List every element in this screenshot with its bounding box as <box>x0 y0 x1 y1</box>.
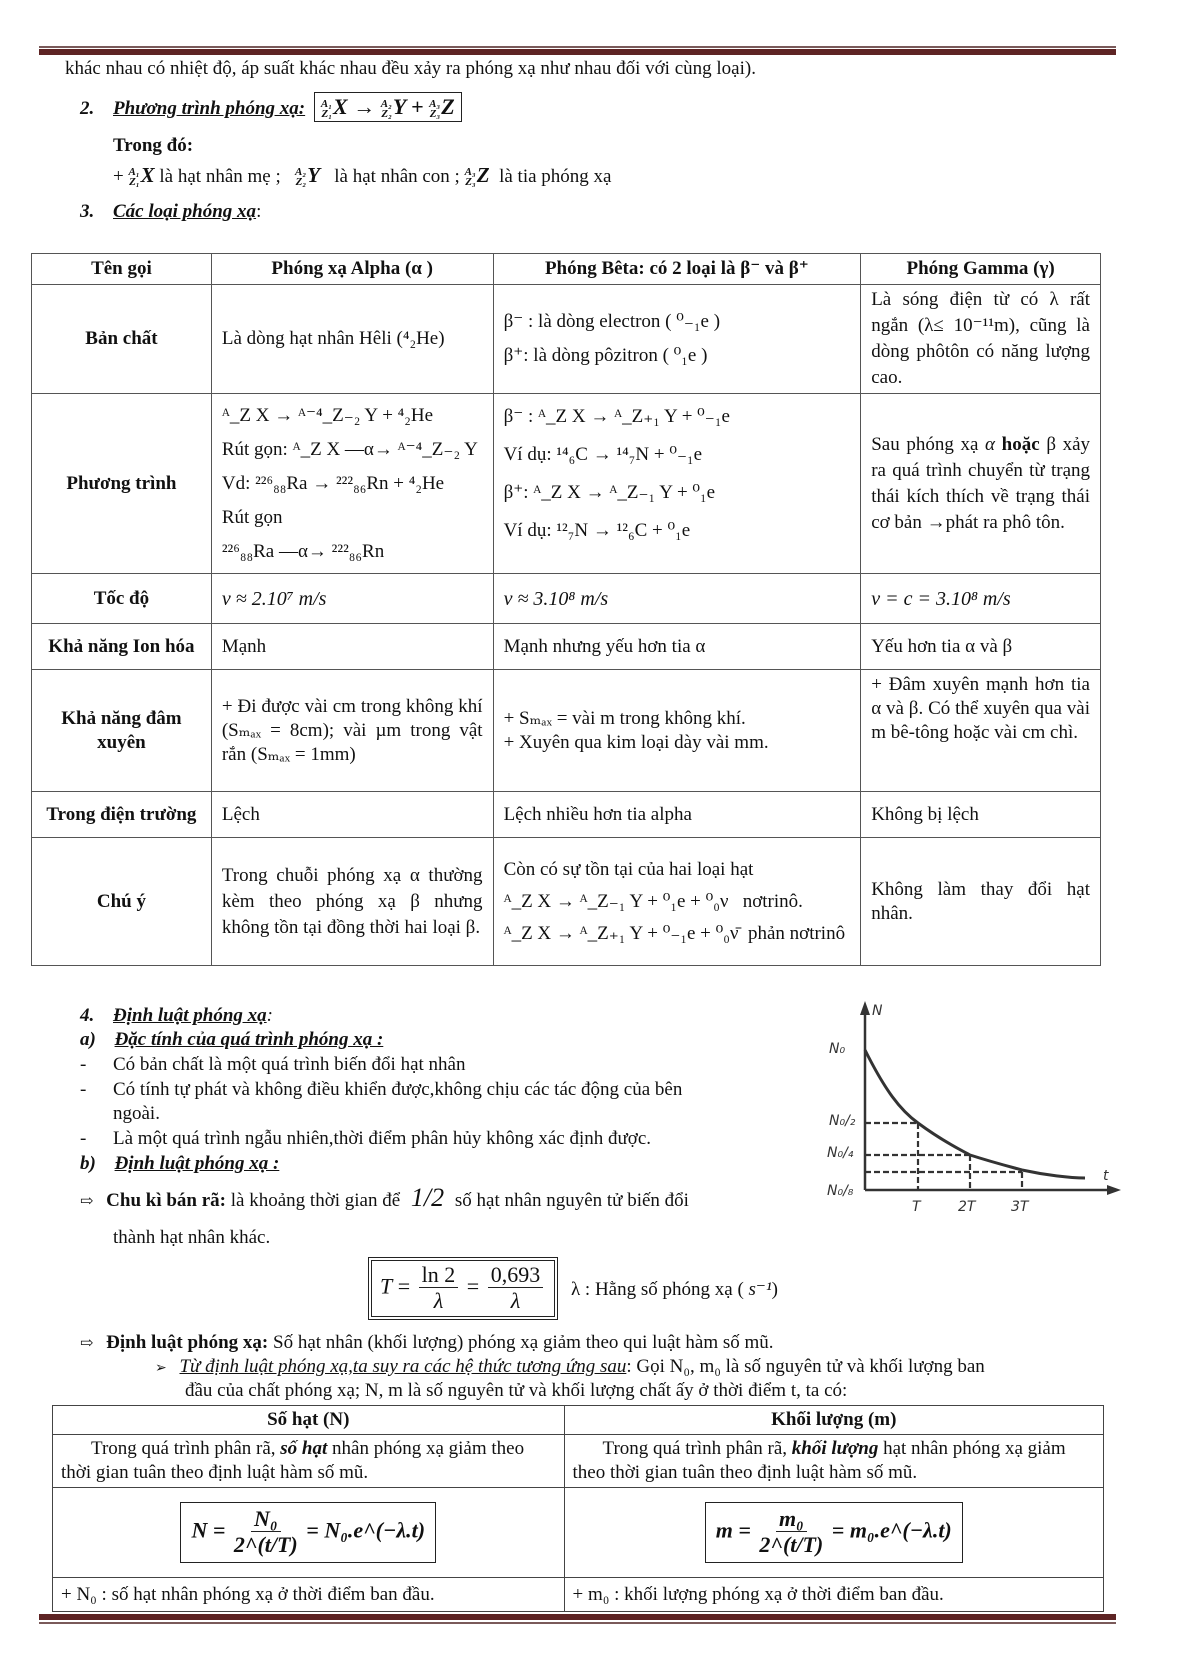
cell-beta: Lệch nhiều hơn tia alpha <box>493 792 861 838</box>
row-label: Chú ý <box>32 838 212 966</box>
plus-sign: + <box>113 166 124 187</box>
list-item <box>80 1053 466 1077</box>
row-label: Phương trình <box>32 394 212 574</box>
footer-rule-thick <box>39 1614 1116 1620</box>
law-line <box>80 1331 774 1356</box>
desc-bold: số hạt <box>280 1438 328 1459</box>
header-gamma: Phóng Gamma (γ) <box>861 254 1101 285</box>
z-desc: là tia phóng xạ <box>499 166 612 187</box>
header-number: Số hạt (N) <box>53 1406 565 1435</box>
cell-beta <box>493 670 861 792</box>
section3-colon: : <box>256 201 262 222</box>
table-row-equation <box>32 394 1101 574</box>
decay-law-table <box>52 1405 1104 1612</box>
alpha-eq-general: ᴬ_Z X → ᴬ⁻⁴_Z₋₂ Y + ⁴₂He <box>221 404 434 426</box>
desc-post: hạt nhân phóng xạ giảm theo thời gian tuân theo định luật hàm số mũ. <box>572 1438 1066 1483</box>
beta-pen-2: + Xuyên qua kim loại dày vài mm. <box>503 731 769 753</box>
desc-number <box>53 1435 565 1488</box>
row-label: Khả năng Ion hóa <box>32 624 212 670</box>
fraction <box>234 1507 298 1558</box>
desc-pre: Trong quá trình phân rã, <box>91 1438 276 1459</box>
list-item <box>80 1127 652 1151</box>
cell-alpha: Là dòng hạt nhân Hêli (⁴₂He) <box>211 285 493 394</box>
list-item-text: Có bản chất là một quá trình biến đổi hạt nhân <box>113 1054 466 1075</box>
dash-bullet: - <box>80 1079 87 1100</box>
gamma-text-pre: Sau phóng xạ <box>871 433 979 455</box>
half-life-text-2: số hạt nhân nguyên tử biến đổi <box>454 1190 689 1211</box>
beta-plus-eq: β⁺: ᴬ_Z X → ᴬ_Z₋₁ Y + ⁰₁e <box>503 482 716 503</box>
list-item-text: Có tính tự phát và không điều khiển được,không chịu các tác động của bên <box>113 1079 683 1100</box>
list-item <box>80 1078 683 1102</box>
formula-lhs: N <box>191 1517 208 1543</box>
denominator: λ <box>510 1288 521 1313</box>
desc-mass <box>564 1435 1103 1488</box>
beta-plus-example: Ví dụ: ¹²₇N → ¹²₆C + ⁰₁e <box>503 520 691 541</box>
table-row-formula <box>53 1488 1104 1578</box>
neutrino-label: nơtrinô. <box>742 890 803 912</box>
header-rule-thin <box>39 46 1116 48</box>
cell-gamma: Không bị lệch <box>861 792 1101 838</box>
table-row-speed <box>32 574 1101 624</box>
numerator: m₀ <box>776 1507 807 1532</box>
where-line: + A₁ Z₁ X là hạt nhân mẹ ; A₂ Z₂ Y là hạt nhân con ; A₃ Z₃ Z là tia phóng xạ <box>113 163 612 189</box>
table-row-ionization <box>32 624 1101 670</box>
numerator: 0,693 <box>488 1263 544 1288</box>
section4-heading <box>80 1004 273 1028</box>
x-tick-t: T <box>912 1199 921 1215</box>
gamma-text-post: β xảy ra quá trình chuyển từ trạng thái kích thích về trạng thái cơ bản →phát ra phô tôn. <box>871 433 1091 533</box>
formula-number-cell <box>53 1488 565 1578</box>
denominator: λ <box>433 1288 444 1313</box>
period-formula <box>368 1257 778 1320</box>
cell-beta <box>493 838 861 966</box>
header-mass: Khối lượng (m) <box>564 1406 1103 1435</box>
cell-gamma <box>861 394 1101 574</box>
note-mass: + m₀ : khối lượng phóng xạ ở thời điểm ban đầu. <box>564 1578 1103 1612</box>
half-life-text-3: thành hạt nhân khác. <box>113 1227 271 1248</box>
decay-curve <box>865 1050 1085 1178</box>
header-name: Tên gọi <box>32 254 212 285</box>
section3-number: 3. <box>80 201 95 222</box>
subsection-b-heading <box>80 1152 279 1176</box>
beta-minus-eq: β⁻ : ᴬ_Z X → ᴬ_Z₊₁ Y + ⁰₋₁e <box>503 406 730 427</box>
subsection-a-heading <box>80 1028 383 1052</box>
y-axis-label: N <box>872 1003 883 1019</box>
row-label: Trong điện trường <box>32 792 212 838</box>
denominator: 2^(t/T) <box>759 1532 824 1557</box>
where-label: Trong đó: <box>113 135 194 156</box>
section3-title: Các loại phóng xạ <box>113 201 257 222</box>
beta-pen-1: + Sₘₐₓ = vài m trong không khí. <box>503 707 746 729</box>
cell-alpha: Trong chuỗi phóng xạ α thường kèm theo phóng xạ β nhưng không tồn tại đồng thời hai loại β. <box>211 838 493 966</box>
footer-rule-thin <box>39 1622 1116 1624</box>
lambda-unit: s⁻¹ <box>748 1278 772 1300</box>
intro-line: khác nhau có nhiệt độ, áp suất khác nhau đều xảy ra phóng xạ như nhau đối với cùng loại). <box>65 58 756 79</box>
cell-gamma: Không làm thay đổi hạt nhân. <box>861 838 1101 966</box>
y-tick-n0-2: N₀/₂ <box>829 1113 856 1129</box>
subsection-a-title: Đặc tính của quá trình phóng xạ : <box>114 1029 384 1050</box>
desc-pre: Trong quá trình phân rã, <box>602 1438 788 1459</box>
row-label: Tốc độ <box>32 574 212 624</box>
law-text: Số hạt nhân (khối lượng) phóng xạ giảm theo qui luật hàm số mũ. <box>273 1332 774 1353</box>
y-tick-n0-4: N₀/₄ <box>827 1145 854 1161</box>
alpha-eq-short-label: Rút gọn <box>221 506 283 528</box>
table-header-row <box>53 1406 1104 1435</box>
derive-line <box>155 1355 985 1381</box>
x-tick-3t: 3T <box>1011 1199 1029 1215</box>
table-row-note <box>53 1578 1104 1612</box>
section2-title: Phương trình phóng xạ: <box>113 98 306 119</box>
header-alpha: Phóng xạ Alpha (α ) <box>211 254 493 285</box>
decay-graph <box>815 995 1125 1225</box>
y-axis-arrow-icon <box>860 1001 870 1015</box>
triangle-bullet-icon: ➢ <box>155 1361 167 1376</box>
cell-beta <box>493 285 861 394</box>
arrow-bullet-icon: ⇨ <box>80 1335 94 1352</box>
list-item-continuation: ngoài. <box>113 1103 160 1124</box>
derive-text-1: : Gọi N₀, m₀ là số nguyên tử và khối lượng ban <box>626 1356 985 1377</box>
x-axis-arrow-icon <box>1107 1185 1121 1195</box>
derive-text-2: đầu của chất phóng xạ; N, m là số nguyên tử và khối lượng chất ấy ở thời điểm t, ta có: <box>185 1380 848 1401</box>
y-tick-n0-8: N₀/₈ <box>827 1183 854 1199</box>
formula-lhs: m <box>715 1517 733 1543</box>
cell-alpha <box>211 394 493 574</box>
half-life-label: Chu kì bán rã: <box>106 1190 227 1211</box>
section4-title: Định luật phóng xạ <box>113 1005 267 1026</box>
section3-heading <box>80 200 261 224</box>
table-row-description <box>53 1435 1104 1488</box>
beta-note-intro: Còn có sự tồn tại của hai loại hạt <box>503 858 754 880</box>
arrow-bullet-icon: ⇨ <box>80 1193 94 1210</box>
desc-bold: khối lượng <box>791 1438 879 1459</box>
table-row-field <box>32 792 1101 838</box>
period-formula-box: T = $\frac{\ln 2}{\lambda}$ = $\frac{0,693}{\lambda}$ <box>368 1257 558 1320</box>
subsection-a-label: a) <box>80 1029 96 1050</box>
derive-italic: Từ định luật phóng xạ,ta suy ra các hệ thức tương ứng sau <box>179 1356 627 1377</box>
cell-alpha: + Đi được vài cm trong không khí (Sₘₐₓ = 8cm); vài µm trong vật rắn (Sₘₐₓ = 1mm) <box>211 670 493 792</box>
subsection-b-label: b) <box>80 1153 96 1174</box>
antineutrino-eq <box>504 918 851 950</box>
table-row-note <box>32 838 1101 966</box>
denominator: 2^(t/T) <box>233 1532 298 1557</box>
numerator: N₀ <box>251 1507 281 1532</box>
formula-number-box: N = $\frac{\text{N₀}}{2\^{}(t/T)}$ = N₀.e^(−λ.t) <box>180 1502 436 1563</box>
half-life-text-1: là khoảng thời gian để <box>230 1190 401 1211</box>
cell-alpha: Mạnh <box>211 624 493 670</box>
half-life-line <box>80 1183 689 1214</box>
header-rule-thick <box>39 49 1116 55</box>
section2-number: 2. <box>80 98 95 119</box>
row-label: Khả năng đâm xuyên <box>32 670 212 792</box>
neutrino-eq-formula: ᴬ_Z X → ᴬ_Z₋₁ Y + ⁰₁e + ⁰₀ν <box>503 890 729 912</box>
beta-plus-desc: β⁺: là dòng pôzitron ( ⁰₁e ) <box>503 345 708 366</box>
y-tick-n0: N₀ <box>829 1041 846 1057</box>
y-desc: là hạt nhân con ; <box>334 166 460 187</box>
fraction-0693 <box>488 1263 544 1314</box>
row-label: Bản chất <box>32 285 212 394</box>
dash-bullet: - <box>80 1054 87 1075</box>
section4-number: 4. <box>80 1005 95 1026</box>
x-axis-label: t <box>1103 1168 1109 1184</box>
beta-minus-example: Ví dụ: ¹⁴₆C → ¹⁴₇N + ⁰₋₁e <box>503 444 703 465</box>
cell-alpha: v ≈ 2.10⁷ m/s <box>211 574 493 624</box>
alpha-eq-example-short: ²²⁶₈₈Ra —α→ ²²²₈₆Rn <box>221 540 385 562</box>
note-number: + N₀ : số hạt nhân phóng xạ ở thời điểm ban đầu. <box>53 1578 565 1612</box>
table-header-row <box>32 254 1101 285</box>
beta-minus-desc: β⁻ : là dòng electron ( ⁰₋₁e ) <box>503 311 721 332</box>
lambda-desc-text: λ : Hằng số phóng xạ ( <box>570 1278 744 1300</box>
x-tick-2t: 2T <box>958 1199 976 1215</box>
neutrino-eq <box>504 886 851 918</box>
half-fraction: 1/2 <box>410 1183 445 1212</box>
decay-equation-box: A₁ Z₁ X → A₂ Z₂ Y + A₃ Z₃ Z <box>314 92 462 122</box>
dash-bullet: - <box>80 1128 87 1149</box>
cell-alpha: Lệch <box>211 792 493 838</box>
numerator: ln 2 <box>419 1263 459 1288</box>
alpha-symbol: α <box>985 433 996 455</box>
formula-mass-box: m = $\frac{\text{m₀}}{2\^{}(t/T)}$ = m₀.e^(−λ.t) <box>705 1502 963 1563</box>
header-beta: Phóng Bêta: có 2 loại là β⁻ và β⁺ <box>493 254 861 285</box>
table-row-nature <box>32 285 1101 394</box>
alpha-eq-short: Rút gọn: ᴬ_Z X —α→ ᴬ⁻⁴_Z₋₂ Y <box>221 438 478 460</box>
antineutrino-eq-formula: ᴬ_Z X → ᴬ_Z₊₁ Y + ⁰₋₁e + ⁰₀ν̄ <box>503 922 739 944</box>
gamma-text-bold: hoặc <box>1001 433 1040 455</box>
cell-gamma: + Đâm xuyên mạnh hơn tia α và β. Có thể xuyên qua vài m bê-tông hoặc vài cm chì. <box>861 670 1101 792</box>
fraction <box>759 1507 823 1558</box>
cell-beta: v ≈ 3.10⁸ m/s <box>493 574 861 624</box>
subsection-b-title: Định luật phóng xạ : <box>114 1153 280 1174</box>
law-label: Định luật phóng xạ: <box>106 1332 269 1353</box>
cell-beta <box>493 394 861 574</box>
radiation-types-table <box>31 253 1101 966</box>
fraction-ln2 <box>419 1263 459 1314</box>
x-desc: là hạt nhân mẹ ; <box>159 166 281 187</box>
alpha-eq-example: Vd: ²²⁶₈₈Ra → ²²²₈₆Rn + ⁴₂He <box>221 472 445 494</box>
paren-close: ) <box>771 1278 778 1300</box>
formula-rhs: m₀.e^(−λ.t) <box>849 1517 952 1543</box>
formula-lhs: T <box>380 1273 393 1299</box>
section2-heading <box>80 92 462 122</box>
formula-mass-cell <box>564 1488 1103 1578</box>
antineutrino-label: phản nơtrinô <box>747 922 846 944</box>
cell-gamma: Yếu hơn tia α và β <box>861 624 1101 670</box>
cell-beta: Mạnh nhưng yếu hơn tia α <box>493 624 861 670</box>
desc-post: nhân phóng xạ giảm theo thời gian tuân theo định luật hàm số mũ. <box>61 1438 525 1483</box>
table-row-penetration <box>32 670 1101 792</box>
section4-colon: : <box>266 1005 273 1026</box>
cell-gamma: v = c = 3.10⁸ m/s <box>861 574 1101 624</box>
lambda-desc <box>571 1279 778 1300</box>
cell-gamma: Là sóng điện từ có λ rất ngắn (λ≤ 10⁻¹¹m), cũng là dòng phôtôn có năng lượng cao. <box>861 285 1101 394</box>
formula-rhs: N₀.e^(−λ.t) <box>324 1517 426 1543</box>
list-item-text: Là một quá trình ngẫu nhiên,thời điểm phân hủy không xác định được. <box>113 1128 652 1149</box>
